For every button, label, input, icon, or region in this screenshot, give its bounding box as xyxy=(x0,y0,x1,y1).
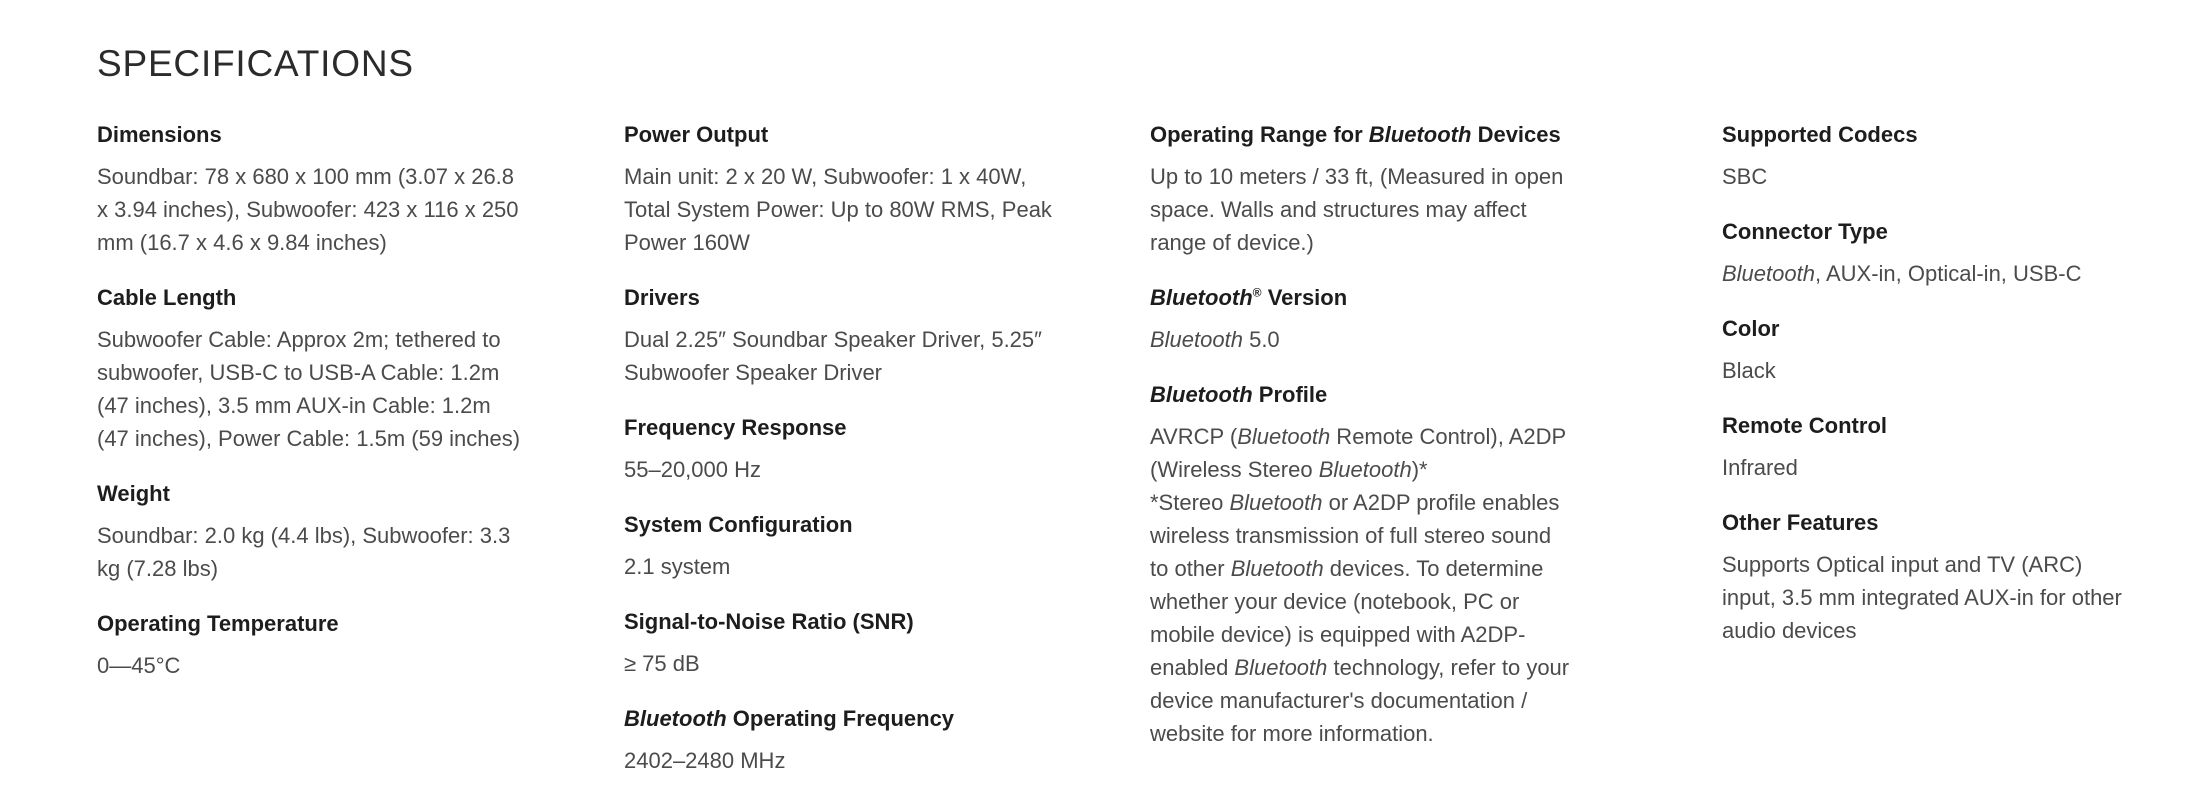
spec-operating-range-bluetooth xyxy=(1150,120,1574,259)
spec-remote-control xyxy=(1722,411,2124,484)
spec-value: Soundbar: 78 x 680 x 100 mm (3.07 x 26.8 x 3.94 inches), Subwoofer: 423 x 116 x 250 mm (16.7 x 4.6 x 9.84 inches) xyxy=(97,164,519,255)
spec-term: Cable Length xyxy=(97,285,237,310)
spec-value: 2.1 system xyxy=(624,554,731,579)
spec-connector-type xyxy=(1722,217,2124,290)
spec-value: Bluetooth 5.0 xyxy=(1150,327,1280,352)
spec-term: Color xyxy=(1722,316,1780,341)
spec-term: Drivers xyxy=(624,285,700,310)
page-title: SPECIFICATIONS xyxy=(97,43,414,84)
spec-power-output xyxy=(624,120,1056,259)
spec-value: Supports Optical input and TV (ARC) input, 3.5 mm integrated AUX-in for other audio devices xyxy=(1722,552,2122,643)
spec-term: Bluetooth Operating Frequency xyxy=(624,706,955,731)
spec-term: Supported Codecs xyxy=(1722,122,1918,147)
spec-value: SBC xyxy=(1722,164,1768,189)
spec-cable-length xyxy=(97,283,525,455)
spec-term: Bluetooth Profile xyxy=(1150,382,1328,407)
spec-value: 55–20,000 Hz xyxy=(624,457,761,482)
spec-column-1 xyxy=(97,120,624,801)
spec-term: Remote Control xyxy=(1722,413,1887,438)
spec-value: 0—45°C xyxy=(97,653,181,678)
spec-value: Dual 2.25″ Soundbar Speaker Driver, 5.25″ Subwoofer Speaker Driver xyxy=(624,327,1042,385)
spec-bluetooth-version xyxy=(1150,283,1574,356)
spec-term: Operating Range for Bluetooth Devices xyxy=(1150,122,1561,147)
spec-term: Operating Temperature xyxy=(97,611,339,636)
spec-columns xyxy=(97,120,2200,801)
spec-value: Soundbar: 2.0 kg (4.4 lbs), Subwoofer: 3.3 kg (7.28 lbs) xyxy=(97,523,511,581)
spec-signal-to-noise-ratio xyxy=(624,607,1056,680)
spec-other-features xyxy=(1722,508,2124,647)
spec-term: System Configuration xyxy=(624,512,853,537)
spec-value: Infrared xyxy=(1722,455,1798,480)
spec-term: Other Features xyxy=(1722,510,1879,535)
spec-term: Weight xyxy=(97,481,170,506)
spec-value: Bluetooth, AUX-in, Optical-in, USB-C xyxy=(1722,261,2082,286)
spec-term: Frequency Response xyxy=(624,415,847,440)
spec-bluetooth-profile xyxy=(1150,380,1574,750)
spec-dimensions xyxy=(97,120,525,259)
spec-column-4 xyxy=(1722,120,2142,801)
spec-color xyxy=(1722,314,2124,387)
spec-value: AVRCP (Bluetooth Remote Control), A2DP (Wireless Stereo Bluetooth)* *Stereo Bluetooth or A2DP profile enables wireless transmission of full stereo sound to other Bluetooth devices. To determine whether your device (notebook, PC or mobile device) is equipped with A2DP-enabled Bluetooth technology, refer to your device manufacturer's documentation / website for more information. xyxy=(1150,424,1570,746)
spec-term: Dimensions xyxy=(97,122,222,147)
spec-bluetooth-operating-frequency xyxy=(624,704,1056,777)
spec-drivers xyxy=(624,283,1056,389)
spec-supported-codecs xyxy=(1722,120,2124,193)
spec-system-configuration xyxy=(624,510,1056,583)
spec-term: Bluetooth® Version xyxy=(1150,285,1348,310)
spec-term: Signal-to-Noise Ratio (SNR) xyxy=(624,609,914,634)
spec-value: 2402–2480 MHz xyxy=(624,748,786,773)
spec-value: Up to 10 meters / 33 ft, (Measured in open space. Walls and structures may affect range of device.) xyxy=(1150,164,1564,255)
spec-value: Black xyxy=(1722,358,1776,383)
spec-term: Power Output xyxy=(624,122,769,147)
spec-value: ≥ 75 dB xyxy=(624,651,700,676)
spec-value: Main unit: 2 x 20 W, Subwoofer: 1 x 40W, Total System Power: Up to 80W RMS, Peak Power 160W xyxy=(624,164,1052,255)
spec-weight xyxy=(97,479,525,585)
spec-frequency-response xyxy=(624,413,1056,486)
spec-value: Subwoofer Cable: Approx 2m; tethered to subwoofer, USB-C to USB-A Cable: 1.2m (47 inches), 3.5 mm AUX-in Cable: 1.2m (47 inches), Power Cable: 1.5m (59 inches) xyxy=(97,327,521,451)
spec-operating-temperature xyxy=(97,609,525,682)
spec-column-3 xyxy=(1150,120,1722,801)
spec-column-2 xyxy=(624,120,1150,801)
spec-term: Connector Type xyxy=(1722,219,1888,244)
